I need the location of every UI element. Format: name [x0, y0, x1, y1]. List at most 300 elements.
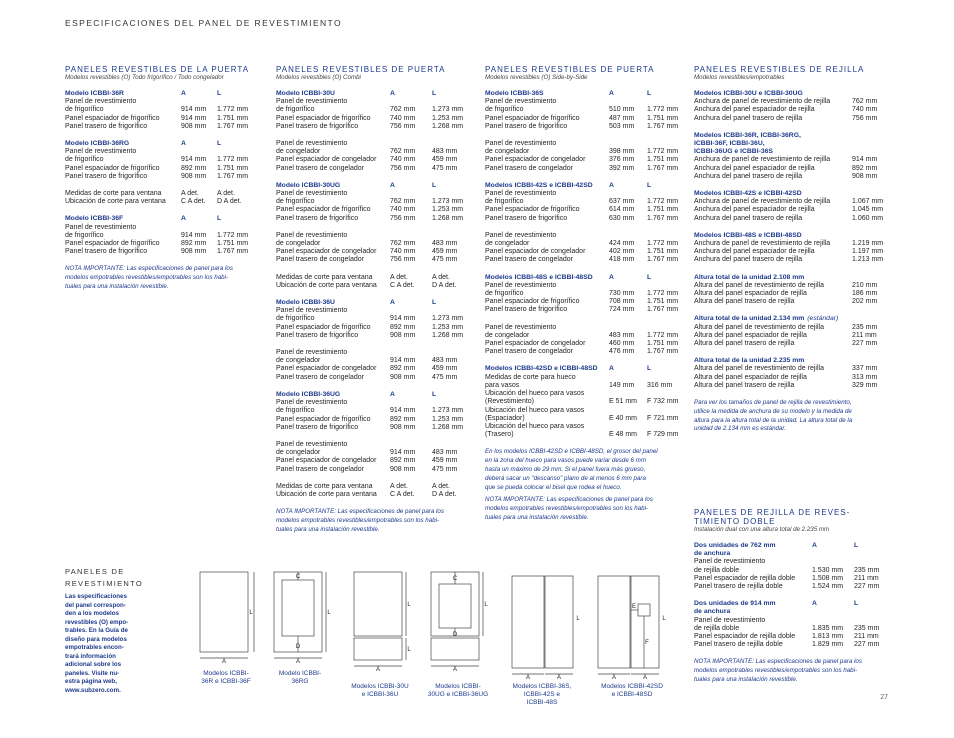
column-l-header: L: [647, 273, 652, 281]
spec-label: Altura del panel de revestimiento de rejilla: [694, 365, 824, 373]
spec-value: 459 mm: [432, 457, 458, 465]
spec-label: Medidas de corte para ventana: [276, 482, 373, 490]
section-heading: PANELES REVESTIBLES DE PUERTA: [276, 65, 446, 74]
spec-label: Medidas de corte para ventana: [65, 190, 162, 198]
model-name: Modelos ICBBI-42S e ICBBI-42SD: [694, 190, 802, 198]
spec-value: 1.772 mm: [647, 106, 679, 114]
spec-value: 908 mm: [390, 423, 416, 431]
model-name: Modelos ICBBI-42S e ICBBI-42SD: [485, 181, 593, 189]
spec-value: 418 mm: [609, 256, 635, 264]
dim-a: A: [221, 659, 227, 665]
spec-value: E 51 mm: [609, 398, 638, 406]
spec-value: C A det.: [181, 198, 206, 206]
spec-value: 892 mm: [181, 240, 207, 248]
spec-value: 1.751 mm: [647, 298, 679, 306]
spec-label: Altura del panel espaciador de rejilla: [694, 331, 807, 339]
spec-label: Panel espaciador de frigorífico: [485, 206, 580, 214]
column-a-header: A: [609, 273, 614, 281]
spec-value: 914 mm: [181, 231, 207, 239]
spec-value: 762 mm: [390, 198, 416, 206]
column-a-header: A: [812, 542, 817, 549]
spec-value: 908 mm: [181, 248, 207, 256]
spec-label: Altura del panel trasero de rejilla: [694, 381, 795, 389]
model-name: Modelo ICBBI-36F: [65, 215, 124, 223]
spec-label: Altura del panel de revestimiento de rejilla: [694, 323, 824, 331]
spec-value: 1.268 mm: [432, 423, 464, 431]
spec-label: Ubicación del hueco para vasos (Revestimiento): [485, 390, 585, 406]
spec-label: Panel de revestimiento de frigorífico: [65, 148, 137, 164]
model-name: Modelo ICBBI-30U: [276, 90, 335, 97]
spec-label: Medidas de corte para ventana: [276, 273, 373, 281]
dim-l: L: [662, 616, 666, 622]
spec-label: Panel trasero de congelador: [276, 373, 364, 381]
spec-value: 892 mm: [390, 457, 416, 465]
spec-label: Panel de revestimiento de congelador: [276, 440, 348, 457]
spec-label: Panel trasero de frigorífico: [276, 122, 359, 130]
spec-value: 1.268 mm: [432, 122, 464, 130]
spec-value: 1.524 mm: [812, 583, 844, 591]
spec-value: 1.772 mm: [647, 148, 679, 156]
spec-label: Panel trasero de rejilla doble: [694, 641, 783, 649]
spec-value: 1.767 mm: [217, 248, 249, 256]
dim-a: A: [611, 675, 617, 681]
dim-a: A: [375, 667, 381, 673]
spec-value: 1.751 mm: [647, 206, 679, 214]
dim-f: F: [645, 640, 649, 646]
spec-value: 892 mm: [852, 164, 878, 172]
column-l-header: L: [217, 140, 222, 148]
spec-value: 402 mm: [609, 248, 635, 256]
model-name: Modelo ICBBI-30UG: [276, 181, 341, 189]
spec-value: 1.253 mm: [432, 206, 464, 214]
spec-value: 892 mm: [390, 415, 416, 423]
spec-value: 313 mm: [852, 373, 878, 381]
spec-value: 211 mm: [854, 633, 879, 641]
spec-value: A det.: [181, 190, 199, 198]
spec-value: 740 mm: [390, 248, 416, 256]
spec-value: 459 mm: [432, 248, 458, 256]
spec-label: Anchura del panel trasero de rejilla: [694, 256, 803, 264]
dim-l: L: [407, 647, 411, 653]
spec-value: 424 mm: [609, 240, 635, 248]
column-l-header: L: [432, 181, 437, 189]
spec-value: 908 mm: [390, 331, 416, 339]
model-name: Modelo ICBBI-36S: [485, 90, 544, 97]
spec-label: Panel espaciador de frigorífico: [276, 323, 371, 331]
spec-value: 908 mm: [852, 172, 878, 180]
spec-value: 483 mm: [609, 331, 635, 339]
spec-value: 487 mm: [609, 114, 635, 122]
spec-label: Panel espaciador de frigorífico: [485, 114, 580, 122]
spec-label: Panel trasero de frigorífico: [65, 248, 148, 256]
spec-value: 892 mm: [390, 365, 416, 373]
spec-value: 210 mm: [852, 281, 878, 289]
spec-value: 908 mm: [181, 122, 207, 130]
spec-label: Panel de revestimiento de frigorífico: [276, 399, 348, 415]
spec-value: 329 mm: [852, 381, 878, 389]
column-a-header: A: [181, 140, 186, 148]
spec-label: Panel espaciador de congelador: [276, 156, 377, 164]
spec-value: 227 mm: [852, 340, 878, 348]
page-title: ESPECIFICACIONES DEL PANEL DE REVESTIMIENTO: [65, 18, 342, 28]
sidebar-text: Las especificaciones del panel correspon- den a los modelos revestibles (O) empo- trables. En la Guía de diseño para modelos empotrables encon- trará información adicional sobre los paneles. Visite nu- estra página web, www.subzero.com.: [65, 593, 129, 694]
spec-label: Panel de revestimiento de frigorífico: [276, 190, 348, 206]
spec-label: Ubicación de corte para ventana: [65, 198, 166, 206]
spec-label: Panel trasero de congelador: [276, 164, 364, 172]
spec-value: 235 mm: [854, 624, 880, 632]
spec-label: Panel espaciador de rejilla doble: [694, 633, 796, 641]
dim-a: A: [642, 675, 648, 681]
glass-recess-note: En los modelos ICBBI-42SD e ICBBI-48SD, el grosor del panel en la zona del hueco para vasos puede variar desde 6 mm hasta un máximo de 29 mm. Si el panel fuera más grueso, deberá sacar un "descanso" plano de al menos 6 mm para que se pueda colocar el bisel que rodea el hueco.: [485, 448, 658, 491]
spec-value: 740 mm: [852, 106, 878, 114]
spec-value: 892 mm: [181, 164, 207, 172]
spec-value: 724 mm: [609, 306, 635, 314]
column-a-header: A: [609, 365, 614, 373]
spec-value: 460 mm: [609, 340, 635, 348]
model-name: Modelo ICBBI-36U: [276, 299, 335, 307]
spec-value: 1.772 mm: [217, 156, 249, 164]
spec-value: 914 mm: [390, 449, 416, 457]
spec-label: Panel de revestimiento de rejilla doble: [694, 558, 766, 574]
model-name: Modelos ICBBI-36R, ICBBI-36RG, ICBBI-36F, ICBBI-36U, ICBBI-36UG e ICBBI-36S: [694, 131, 801, 156]
column-l-header: L: [217, 215, 222, 223]
section-subtitle: Modelos revestibles (O) Combi: [276, 74, 361, 81]
spec-value: D A det.: [432, 490, 457, 498]
spec-value: 730 mm: [609, 290, 635, 298]
page-number: 27: [880, 694, 888, 701]
spec-label: Panel espaciador de congelador: [485, 156, 586, 164]
spec-value: 483 mm: [432, 240, 458, 248]
spec-value: 756 mm: [390, 122, 416, 130]
spec-value: 708 mm: [609, 298, 635, 306]
column-l-header: L: [854, 600, 859, 608]
spec-label: Panel espaciador de congelador: [276, 248, 377, 256]
spec-value: A det.: [390, 482, 408, 490]
spec-value: 1.751 mm: [647, 156, 679, 164]
spec-value: 1.067 mm: [852, 198, 884, 206]
model-name: Modelo ICBBI-36UG: [276, 390, 341, 398]
spec-value: 1.197 mm: [852, 248, 884, 256]
spec-label: Panel de revestimiento de frigorífico: [65, 223, 137, 239]
model-suffix: (estándar): [807, 315, 839, 323]
diagram-42sd-48sd: [598, 576, 659, 674]
spec-value: D A det.: [217, 198, 242, 206]
diagram-30u-36u: [354, 572, 406, 666]
spec-value: 1.751 mm: [647, 340, 679, 348]
spec-label: Panel de revestimiento de congelador: [485, 323, 557, 339]
spec-value: 211 mm: [852, 331, 877, 339]
spec-label: Panel trasero de frigorífico: [276, 331, 359, 339]
diagram-36r-36f: [200, 572, 254, 658]
spec-value: D A det.: [432, 281, 457, 289]
spec-value: 1.268 mm: [432, 331, 464, 339]
spec-value: 459 mm: [432, 365, 458, 373]
spec-label: Panel de revestimiento de frigorífico: [485, 190, 557, 206]
section-subtitle: Modelos revestibles (O) Todo frigorífico / Todo congelador: [65, 74, 224, 81]
spec-value: 475 mm: [432, 465, 458, 473]
spec-value: 1.530 mm: [812, 566, 844, 574]
spec-value: 630 mm: [609, 214, 635, 222]
spec-value: 1.253 mm: [432, 114, 464, 122]
spec-value: 756 mm: [852, 114, 878, 122]
spec-value: 392 mm: [609, 164, 635, 172]
diagram-36s-42s-48s: [512, 576, 573, 674]
column-a-header: A: [390, 299, 395, 307]
column-a-header: A: [390, 181, 395, 189]
spec-value: 908 mm: [390, 465, 416, 473]
dim-a: A: [295, 659, 301, 665]
spec-value: 1.772 mm: [647, 198, 679, 206]
diagram-caption: Modelos ICBBI-42SD e ICBBI-48SD: [601, 683, 663, 698]
spec-value: 1.751 mm: [647, 114, 679, 122]
spec-value: 1.772 mm: [217, 231, 249, 239]
dim-c: C: [295, 574, 301, 580]
section-subtitle: Modelos revestibles (O) Side-by-Side: [485, 74, 588, 81]
spec-label: Panel espaciador de frigorífico: [276, 114, 371, 122]
spec-value: 637 mm: [609, 198, 635, 206]
spec-value: 475 mm: [432, 256, 458, 264]
spec-label: Anchura del panel espaciador de rejilla: [694, 248, 815, 256]
dim-l: L: [484, 602, 488, 608]
spec-value: 1.751 mm: [647, 248, 679, 256]
spec-value: 1.772 mm: [647, 240, 679, 248]
spec-value: 503 mm: [609, 122, 635, 130]
column-a-header: A: [609, 90, 614, 97]
spec-value: 914 mm: [390, 357, 416, 365]
spec-label: Altura del panel trasero de rejilla: [694, 340, 795, 348]
spec-value: 211 mm: [854, 574, 879, 582]
spec-label: Altura del panel espaciador de rejilla: [694, 290, 807, 298]
spec-value: 1.767 mm: [217, 172, 249, 180]
spec-value: 376 mm: [609, 156, 635, 164]
spec-value: 1.060 mm: [852, 214, 884, 222]
diagram-caption: Modelos ICBBI-30U e ICBBI-36U: [351, 683, 409, 698]
spec-value: 1.253 mm: [432, 415, 464, 423]
spec-value: E 48 mm: [609, 431, 638, 439]
spec-label: Panel espaciador de frigorífico: [65, 114, 160, 122]
spec-value: 316 mm: [647, 381, 673, 389]
spec-value: F 721 mm: [647, 414, 679, 422]
spec-value: 227 mm: [854, 641, 880, 649]
spec-label: Panel trasero de frigorífico: [485, 306, 568, 314]
spec-label: Panel trasero de congelador: [485, 256, 573, 264]
spec-value: 227 mm: [854, 583, 880, 591]
spec-value: 1.751 mm: [217, 164, 249, 172]
spec-label: Altura del panel trasero de rejilla: [694, 298, 795, 306]
spec-label: Anchura del panel trasero de rejilla: [694, 214, 803, 222]
spec-label: Panel de revestimiento de congelador: [276, 349, 348, 365]
dim-a: A: [556, 675, 562, 681]
spec-value: 476 mm: [609, 348, 635, 356]
spec-value: 475 mm: [432, 164, 458, 172]
spec-value: 740 mm: [390, 156, 416, 164]
spec-value: 1.772 mm: [647, 331, 679, 339]
column-l-header: L: [432, 299, 437, 307]
spec-label: Panel espaciador de frigorífico: [276, 206, 371, 214]
spec-value: 1.508 mm: [812, 574, 844, 582]
spec-value: 475 mm: [432, 373, 458, 381]
spec-value: 756 mm: [390, 256, 416, 264]
column-a-header: A: [390, 90, 395, 97]
dim-d: D: [452, 632, 458, 638]
spec-label: Anchura del panel espaciador de rejilla: [694, 106, 815, 114]
dim-c: C: [452, 576, 458, 582]
spec-value: C A det.: [390, 281, 415, 289]
spec-value: 756 mm: [390, 164, 416, 172]
column-a-header: A: [181, 215, 186, 223]
column-l-header: L: [647, 90, 652, 97]
diagram-caption: Modelo ICBBI- 36RG: [278, 670, 322, 685]
spec-value: 1.813 mm: [812, 633, 844, 641]
spec-value: 914 mm: [390, 407, 416, 415]
spec-label: Altura del panel espaciador de rejilla: [694, 373, 807, 381]
diagram-30ug-36ug: [431, 572, 483, 666]
diagram-caption: Modelos ICBBI- 36R e ICBBI-36F: [201, 670, 251, 685]
section-heading: PANELES DE REJILLA DE REVES- TIMIENTO DOBLE: [694, 508, 851, 526]
important-note: NOTA IMPORTANTE: Las especificaciones de panel para los modelos empotrables revestibles/empotrables son los habi- tuales para una instalación revestible.: [276, 508, 444, 533]
spec-value: 614 mm: [609, 206, 635, 214]
spec-value: 1.767 mm: [647, 348, 679, 356]
spec-value: 892 mm: [390, 323, 416, 331]
spec-label: Panel espaciador de congelador: [485, 248, 586, 256]
spec-value: 149 mm: [609, 381, 635, 389]
diagram-caption: Modelos ICBBI- 30UG e ICBBI-36UG: [427, 683, 489, 698]
model-name: Modelos ICBBI-42SD e ICBBI-48SD: [485, 365, 598, 373]
model-name: Modelos ICBBI-48S e ICBBI-48SD: [485, 273, 593, 281]
spec-label: Panel de revestimiento de frigorífico: [485, 98, 557, 114]
spec-value: 186 mm: [852, 290, 878, 298]
spec-value: 398 mm: [609, 148, 635, 156]
spec-label: Anchura de panel de revestimiento de rejilla: [694, 156, 831, 164]
spec-label: Panel trasero de frigorífico: [65, 172, 148, 180]
spec-label: Panel espaciador de frigorífico: [276, 415, 371, 423]
spec-value: 914 mm: [181, 156, 207, 164]
column-l-header: L: [432, 390, 437, 398]
spec-value: 235 mm: [854, 566, 880, 574]
spec-value: 1.767 mm: [647, 164, 679, 172]
column-l-header: L: [854, 542, 859, 549]
spec-value: 762 mm: [390, 148, 416, 156]
column-l-header: L: [647, 365, 652, 373]
spec-value: 483 mm: [432, 148, 458, 156]
spec-value: 762 mm: [390, 106, 416, 114]
spec-label: Panel de revestimiento de rejilla doble: [694, 616, 766, 632]
spec-value: 756 mm: [390, 214, 416, 222]
spec-label: Anchura del panel espaciador de rejilla: [694, 206, 815, 214]
spec-value: C A det.: [390, 490, 415, 498]
grille-size-note: Para ver los tamaños de panel de rejilla de revestimiento, utilice la medida de anchura de su modelo y la medida de altura para la altura total de la unidad. La altura total de la unidad de 2.134 mm es estándar.: [694, 399, 853, 433]
spec-label: Panel espaciador de frigorífico: [485, 298, 580, 306]
model-name: Altura total de la unidad 2.235 mm: [694, 357, 805, 365]
spec-value: 1.835 mm: [812, 624, 844, 632]
spec-label: Panel de revestimiento de frigorífico: [485, 281, 557, 298]
spec-value: A det.: [432, 273, 450, 281]
spec-label: Anchura de panel de revestimiento de rejilla: [694, 240, 831, 248]
spec-label: Panel espaciador de congelador: [276, 365, 377, 373]
spec-value: 1.751 mm: [217, 114, 249, 122]
spec-label: Medidas de corte para hueco para vasos: [485, 373, 576, 389]
spec-value: 1.767 mm: [647, 256, 679, 264]
spec-value: 1.751 mm: [217, 240, 249, 248]
column-l-header: L: [647, 181, 652, 189]
spec-label: Ubicación del hueco para vasos (Espaciador): [485, 406, 585, 422]
spec-value: F 729 mm: [647, 431, 679, 439]
spec-value: 1.767 mm: [647, 122, 679, 130]
dim-l: L: [249, 610, 253, 616]
spec-value: 1.268 mm: [432, 214, 464, 222]
spec-label: Anchura del panel trasero de rejilla: [694, 114, 803, 122]
spec-value: 483 mm: [432, 449, 458, 457]
spec-label: Panel trasero de frigorífico: [485, 214, 568, 222]
spec-label: Anchura del panel trasero de rejilla: [694, 172, 803, 180]
spec-value: E 40 mm: [609, 414, 638, 422]
spec-value: 459 mm: [432, 156, 458, 164]
dim-a: A: [452, 667, 458, 673]
column-a-header: A: [812, 600, 817, 608]
spec-value: 1.253 mm: [432, 323, 464, 331]
section-heading: PANELES REVESTIBLES DE PUERTA: [485, 65, 655, 74]
section-heading: PANELES REVESTIBLES DE LA PUERTA: [65, 65, 250, 74]
spec-label: Anchura de panel de revestimiento de rejilla: [694, 198, 831, 206]
spec-value: 908 mm: [390, 373, 416, 381]
spec-value: 914 mm: [181, 114, 207, 122]
column-l-header: L: [217, 90, 222, 97]
spec-label: Panel espaciador de congelador: [485, 340, 586, 348]
spec-label: Panel de revestimiento de congelador: [276, 140, 348, 156]
spec-label: Panel espaciador de frigorífico: [65, 240, 160, 248]
spec-label: Panel trasero de congelador: [276, 256, 364, 264]
spec-value: A det.: [390, 273, 408, 281]
spec-label: Panel espaciador de congelador: [276, 457, 377, 465]
spec-value: 1.273 mm: [432, 407, 464, 415]
spec-label: Panel de revestimiento de congelador: [276, 231, 348, 248]
spec-value: 1.772 mm: [647, 290, 679, 298]
column-a-header: A: [609, 181, 614, 189]
diagram-caption: Modelos ICBBI-36S, ICBBI-42S e ICBBI-48S: [512, 683, 572, 706]
spec-label: Panel trasero de congelador: [485, 348, 573, 356]
model-name: Modelo ICBBI-36RG: [65, 140, 130, 148]
column-a-header: A: [390, 390, 395, 398]
model-name: Dos unidades de 914 mm de anchura: [694, 600, 776, 616]
spec-value: A det.: [432, 482, 450, 490]
spec-label: Panel de revestimiento de frigorífico: [276, 98, 348, 114]
important-note: NOTA IMPORTANTE: Las especificaciones de panel para los modelos empotrables revestibles/empotrables son los habi- tuales para una instalación revestible.: [485, 496, 653, 521]
spec-value: 1.767 mm: [647, 306, 679, 314]
spec-label: Panel de revestimiento de congelador: [485, 140, 557, 156]
model-name: Dos unidades de 762 mm de anchura: [694, 542, 776, 558]
important-note: NOTA IMPORTANTE: Las especificaciones de panel para los modelos empotrables revestibles/empotrables son los habi- tuales para una instalación revestible.: [694, 658, 862, 684]
spec-value: 1.767 mm: [217, 122, 249, 130]
spec-label: Ubicación del hueco para vasos (Trasero): [485, 422, 585, 439]
spec-label: Panel trasero de frigorífico: [276, 423, 359, 431]
spec-label: Altura del panel de revestimiento de rejilla: [694, 281, 824, 289]
column-a-header: A: [181, 90, 186, 97]
dim-l: L: [327, 610, 331, 616]
spec-value: 740 mm: [390, 114, 416, 122]
spec-value: 1.273 mm: [432, 315, 464, 323]
spec-label: Anchura del panel espaciador de rejilla: [694, 164, 815, 172]
spec-value: 1.767 mm: [647, 214, 679, 222]
spec-label: Panel espaciador de rejilla doble: [694, 574, 796, 582]
spec-value: 908 mm: [181, 172, 207, 180]
spec-label: Panel trasero de congelador: [276, 465, 364, 473]
dim-l: L: [576, 616, 580, 622]
spec-label: Panel de revestimiento de congelador: [485, 231, 557, 248]
dim-a: A: [525, 675, 531, 681]
model-name: Altura total de la unidad 2.134 mm: [694, 315, 805, 323]
spec-label: Panel de revestimiento de frigorífico: [276, 307, 348, 323]
spec-value: 337 mm: [852, 365, 878, 373]
